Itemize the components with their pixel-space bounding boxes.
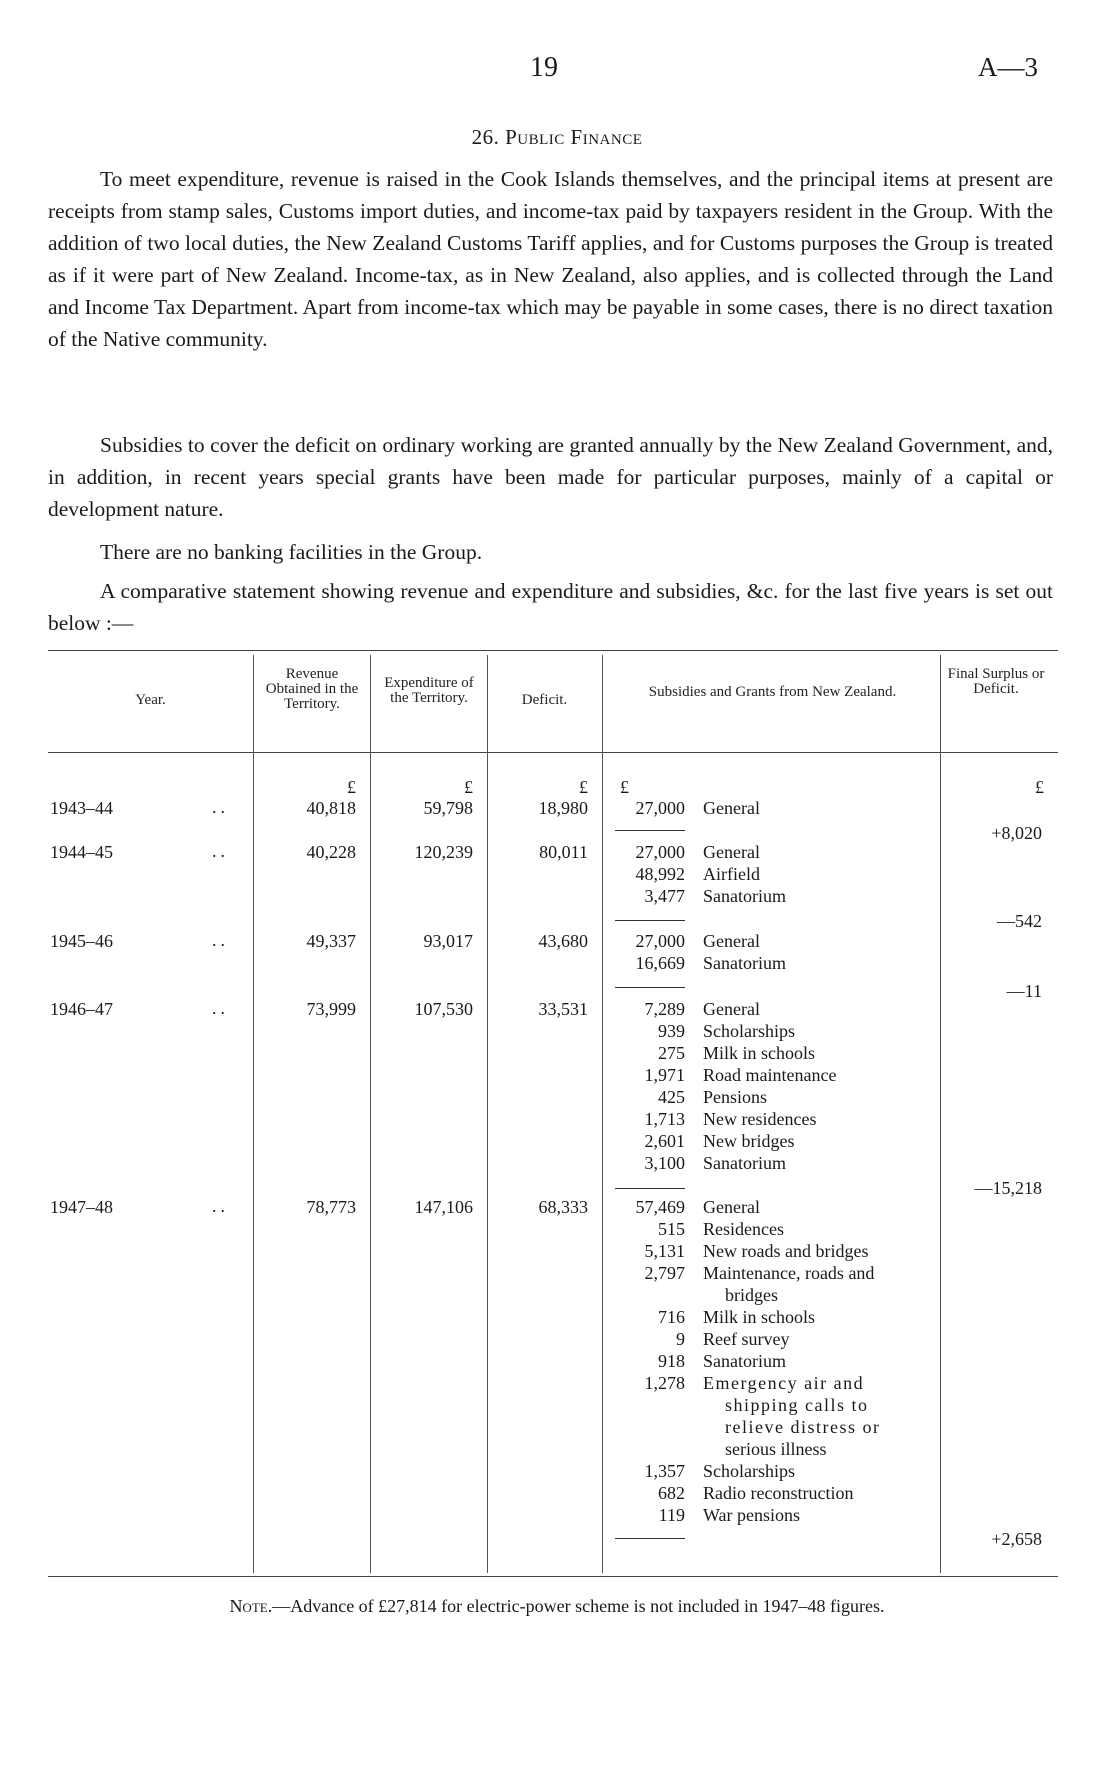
grant-label: War pensions xyxy=(703,1505,801,1525)
grant-label: Airfield xyxy=(703,864,760,884)
grant-label-continued: serious illness xyxy=(725,1439,827,1459)
grant-amount: 939 xyxy=(658,1021,685,1041)
row-final-surplus: —542 xyxy=(997,911,1042,931)
section-number: 26. xyxy=(471,125,500,149)
row-deficit: 80,011 xyxy=(539,842,588,862)
row-year: 1944–45 xyxy=(50,842,113,862)
row-revenue: 49,337 xyxy=(306,931,356,951)
row-deficit: 43,680 xyxy=(538,931,588,951)
grant-amount: 3,477 xyxy=(644,886,685,906)
grant-label: New residences xyxy=(703,1109,817,1129)
grant-label: Road maintenance xyxy=(703,1065,837,1085)
leader-dots: .. xyxy=(212,930,229,950)
grant-label-continued: relieve distress or xyxy=(725,1417,881,1437)
subtotal-rule xyxy=(615,987,685,988)
column-divider xyxy=(487,655,488,1573)
paragraph-revenue-sources: To meet expenditure, revenue is raised in the Cook Islands themselves, and the principal items at present are receipts from stamp sales, Customs import duties, and income-tax paid by taxpayers resident in the Group. With the addition of two local duties, the New Zealand Customs Tariff applies, and for Customs purposes the Group is treated as if it were part of New Zealand. Income-tax, as in New Zealand, also applies, and is collected through the Land and Income Tax Department. Apart from income-tax which may be payable in some cases, there is no direct taxation of the Native community. xyxy=(48,167,1053,351)
grant-label: Scholarships xyxy=(703,1461,795,1481)
row-final-surplus: —11 xyxy=(1006,981,1042,1001)
grant-amount: 1,278 xyxy=(644,1373,685,1393)
grant-label: Pensions xyxy=(703,1087,768,1107)
grant-label-continued: bridges xyxy=(725,1285,778,1305)
section-title: Public Finance xyxy=(505,125,643,149)
column-divider xyxy=(602,655,603,1573)
grant-label: Milk in schools xyxy=(703,1043,816,1063)
currency-sign: £ xyxy=(464,777,473,797)
row-revenue: 73,999 xyxy=(306,999,356,1019)
grant-amount: 275 xyxy=(658,1043,685,1063)
row-deficit: 68,333 xyxy=(538,1197,588,1217)
leader-dots: .. xyxy=(212,998,229,1018)
grant-amount: 2,601 xyxy=(644,1131,685,1151)
grant-amount: 119 xyxy=(658,1505,685,1525)
row-year: 1947–48 xyxy=(50,1197,113,1217)
grant-label: Maintenance, roads and xyxy=(703,1263,875,1283)
grant-amount: 425 xyxy=(658,1087,685,1107)
grant-label: Reef survey xyxy=(703,1329,790,1349)
row-revenue: 40,228 xyxy=(306,842,356,862)
header-deficit: Deficit. xyxy=(521,692,568,708)
header-expenditure: Expenditure of the Territory. xyxy=(384,675,474,706)
row-year: 1945–46 xyxy=(50,931,113,951)
subtotal-rule xyxy=(615,1188,685,1189)
grant-amount: 16,669 xyxy=(635,953,685,973)
grant-amount: 9 xyxy=(676,1329,685,1349)
row-deficit: 33,531 xyxy=(538,999,588,1019)
grant-amount: 1,357 xyxy=(644,1461,685,1481)
grant-amount: 27,000 xyxy=(635,798,685,818)
grant-amount: 682 xyxy=(658,1483,685,1503)
grant-label: General xyxy=(703,842,760,862)
table-bottom-rule xyxy=(48,1576,1058,1577)
grant-label: Sanatorium xyxy=(703,1351,786,1371)
grant-amount: 2,797 xyxy=(644,1263,685,1283)
note-lead: Note. xyxy=(229,1596,273,1616)
paragraph-statement-intro: A comparative statement showing revenue and expenditure and subsidies, &c. for the last five years is set out below :— xyxy=(48,579,1053,635)
row-year: 1946–47 xyxy=(50,999,113,1019)
header-revenue: Revenue Obtained in the Territory. xyxy=(265,666,359,712)
grant-amount: 5,131 xyxy=(644,1241,685,1261)
grant-amount: 27,000 xyxy=(635,931,685,951)
grant-label: General xyxy=(703,999,760,1019)
column-divider xyxy=(940,655,941,1573)
row-expenditure: 120,239 xyxy=(414,842,473,862)
grant-label: Scholarships xyxy=(703,1021,795,1041)
column-divider xyxy=(253,655,254,1573)
grant-label: Sanatorium xyxy=(703,953,786,973)
grant-label-continued: shipping calls to xyxy=(725,1395,869,1415)
currency-sign: £ xyxy=(579,777,588,797)
grant-amount: 27,000 xyxy=(635,842,685,862)
header-year: Year. xyxy=(135,692,166,708)
page-reference: A—3 xyxy=(978,52,1038,82)
column-divider xyxy=(370,655,371,1573)
row-final-surplus: +2,658 xyxy=(991,1529,1042,1549)
leader-dots: .. xyxy=(212,797,229,817)
section-heading xyxy=(0,125,1114,150)
table-top-rule xyxy=(48,650,1058,651)
grant-amount: 515 xyxy=(658,1219,685,1239)
row-expenditure: 107,530 xyxy=(414,999,473,1019)
row-final-surplus: —15,218 xyxy=(974,1178,1042,1198)
row-final-surplus: +8,020 xyxy=(991,823,1042,843)
leader-dots: .. xyxy=(212,841,229,861)
table-header-rule xyxy=(48,752,1058,753)
grant-label: New roads and bridges xyxy=(703,1241,869,1261)
grant-label: General xyxy=(703,1197,760,1217)
grant-label: General xyxy=(703,798,760,818)
paragraph-banking: There are no banking facilities in the Group. xyxy=(100,540,483,564)
leader-dots: .. xyxy=(212,1196,229,1216)
grant-amount: 57,469 xyxy=(635,1197,685,1217)
currency-sign: £ xyxy=(347,777,356,797)
row-revenue: 40,818 xyxy=(306,798,356,818)
currency-sign: £ xyxy=(1035,777,1044,797)
grant-amount: 1,971 xyxy=(644,1065,685,1085)
grant-amount: 7,289 xyxy=(644,999,685,1019)
grant-label: Sanatorium xyxy=(703,1153,786,1173)
subtotal-rule xyxy=(615,1538,685,1539)
row-expenditure: 59,798 xyxy=(423,798,473,818)
grant-label: New bridges xyxy=(703,1131,795,1151)
grant-amount: 918 xyxy=(658,1351,685,1371)
header-subsidies: Subsidies and Grants from New Zealand. xyxy=(648,684,897,700)
grant-label: Radio reconstruction xyxy=(703,1483,854,1503)
currency-sign: £ xyxy=(620,777,629,797)
grant-label: General xyxy=(703,931,760,951)
header-final-surplus: Final Surplus or Deficit. xyxy=(947,666,1045,697)
grant-amount: 1,713 xyxy=(644,1109,685,1129)
grant-label: Milk in schools xyxy=(703,1307,816,1327)
row-expenditure: 93,017 xyxy=(423,931,473,951)
row-year: 1943–44 xyxy=(50,798,113,818)
grant-amount: 716 xyxy=(658,1307,685,1327)
table-footnote xyxy=(0,1596,1114,1617)
note-text: —Advance of £27,814 for electric-power scheme is not included in 1947–48 figures. xyxy=(272,1596,885,1616)
paragraph-subsidies: Subsidies to cover the deficit on ordinary working are granted annually by the New Zealand Government, and, in addition, in recent years special grants have been made for particular purposes, mainly of a capital or development nature. xyxy=(48,433,1053,521)
row-deficit: 18,980 xyxy=(538,798,588,818)
page-number: 19 xyxy=(530,52,558,83)
subtotal-rule xyxy=(615,920,685,921)
row-expenditure: 147,106 xyxy=(414,1197,473,1217)
subtotal-rule xyxy=(615,830,685,831)
grant-label: Sanatorium xyxy=(703,886,786,906)
grant-label: Emergency air and xyxy=(703,1373,865,1393)
grant-amount: 48,992 xyxy=(635,864,685,884)
row-revenue: 78,773 xyxy=(306,1197,356,1217)
grant-amount: 3,100 xyxy=(644,1153,685,1173)
grant-label: Residences xyxy=(703,1219,784,1239)
